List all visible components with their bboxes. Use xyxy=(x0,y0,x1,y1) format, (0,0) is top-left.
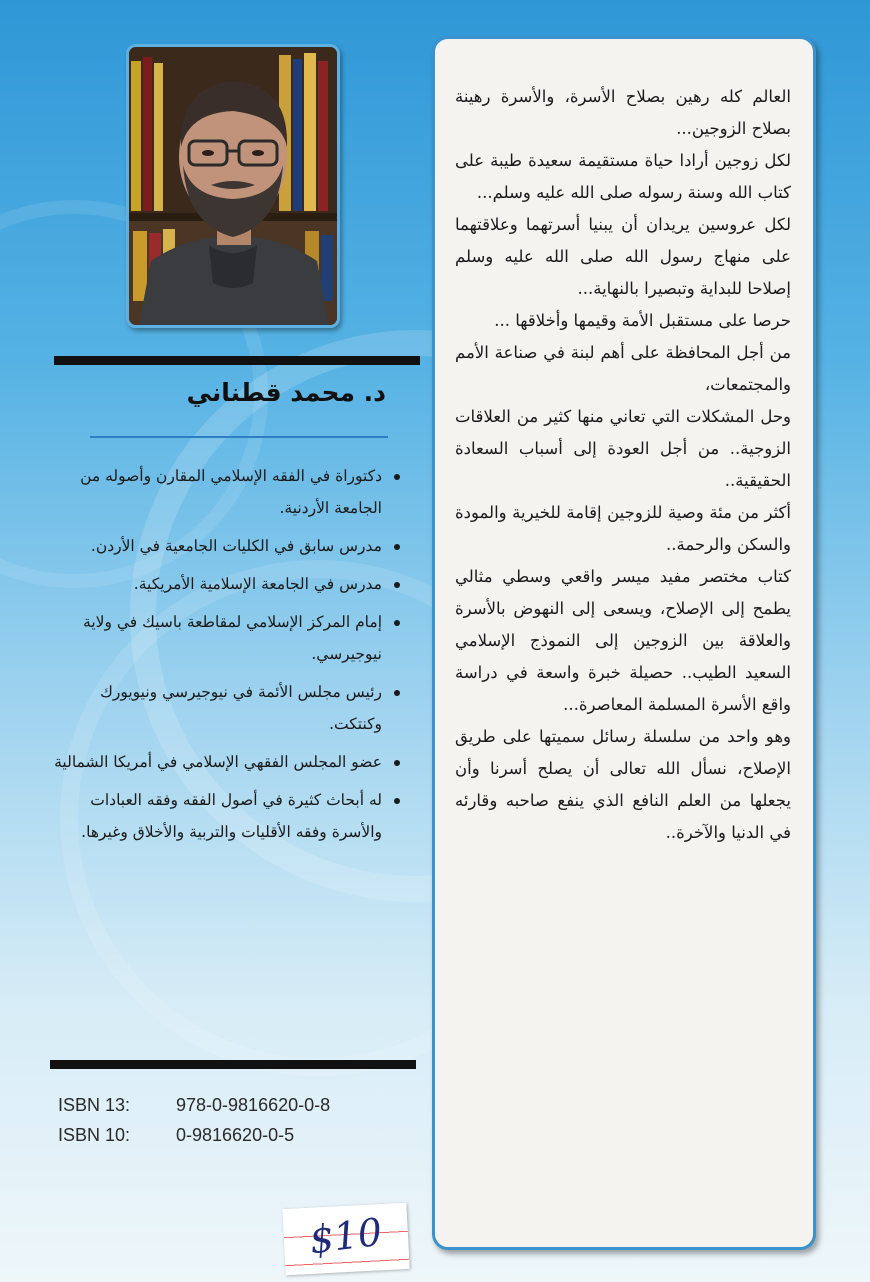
isbn-13-label: ISBN 13: xyxy=(58,1095,131,1115)
blurb-paragraph: وحل المشكلات التي تعاني منها كثير من العلاقات الزوجية.. من أجل العودة إلى أسباب السعادة الحقيقية.. xyxy=(455,407,791,490)
blurb-paragraph: من أجل المحافظة على أهم لبنة في صناعة الأمم والمجتمعات، xyxy=(455,343,791,394)
isbn-13-value: 978-0-9816620-0-8 xyxy=(176,1095,331,1115)
blurb-paragraph: لكل زوجين أرادا حياة مستقيمة سعيدة طيبة على كتاب الله وسنة رسوله صلى الله عليه وسلم... xyxy=(455,151,791,202)
blurb-paragraph: العالم كله رهين بصلاح الأسرة، والأسرة رهينة بصلاح الزوجين... xyxy=(455,87,791,138)
divider xyxy=(54,356,420,365)
divider xyxy=(90,436,388,438)
credential-item: دكتوراة في الفقه الإسلامي المقارن وأصوله من الجامعة الأردنية. xyxy=(50,460,382,524)
author-portrait-icon xyxy=(129,47,337,325)
credential-item: مدرس في الجامعة الإسلامية الأمريكية. xyxy=(50,568,382,600)
price-text: $10 xyxy=(307,1209,385,1263)
author-name: د. محمد قطناني xyxy=(186,378,386,407)
divider xyxy=(50,1060,416,1069)
isbn-block xyxy=(58,1090,408,1150)
isbn-10 xyxy=(58,1120,408,1150)
author-credentials xyxy=(50,460,406,854)
credential-item: رئيس مجلس الأئمة في نيوجيرسي ونيويورك وكنتكت. xyxy=(50,676,382,740)
blurb-paragraph: حرصا على مستقبل الأمة وقيمها وأخلاقها ... xyxy=(494,311,791,330)
credential-item: مدرس سابق في الكليات الجامعية في الأردن. xyxy=(50,530,382,562)
blurb-panel xyxy=(432,36,816,1250)
isbn-10-value: 0-9816620-0-5 xyxy=(176,1125,295,1145)
blurb-paragraph: وهو واحد من سلسلة رسائل سميتها على طريق الإصلاح، نسأل الله تعالى أن يصلح أسرنا وأن يجعلها من العلم النافع الذي ينفع صاحبه وقارئه في الدنيا والآخرة.. xyxy=(455,727,791,842)
author-photo xyxy=(126,44,340,328)
blurb-text xyxy=(455,81,791,849)
isbn-13 xyxy=(58,1090,408,1120)
credential-item: عضو المجلس الفقهي الإسلامي في أمريكا الشمالية xyxy=(50,746,382,778)
blurb-paragraph: لكل عروسين يريدان أن يبنيا أسرتهما وعلاقتهما على منهاج رسول الله صلى الله عليه وسلم إصلاحا للبداية وتبصيرا بالنهاية... xyxy=(455,215,791,298)
blurb-paragraph: أكثر من مئة وصية للزوجين إقامة للخيرية والمودة والسكن والرحمة.. xyxy=(455,503,791,554)
blurb-paragraph: كتاب مختصر مفيد ميسر واقعي وسطي مثالي يطمح إلى الإصلاح، ويسعى إلى النهوض بالأسرة والعلاقة بين الزوجين إلى النموذج الإسلامي السعيد الطيب.. حصيلة خبرة واسعة في دراسة واقع الأسرة المسلمة المعاصرة... xyxy=(455,567,791,714)
credential-item: له أبحاث كثيرة في أصول الفقه وفقه العبادات والأسرة وفقه الأقليات والتربية والأخلاق وغيرها. xyxy=(50,784,382,848)
isbn-10-label: ISBN 10: xyxy=(58,1125,131,1145)
price-sticker xyxy=(282,1203,409,1275)
credential-item: إمام المركز الإسلامي لمقاطعة باسيك في ولاية نيوجيرسي. xyxy=(50,606,382,670)
